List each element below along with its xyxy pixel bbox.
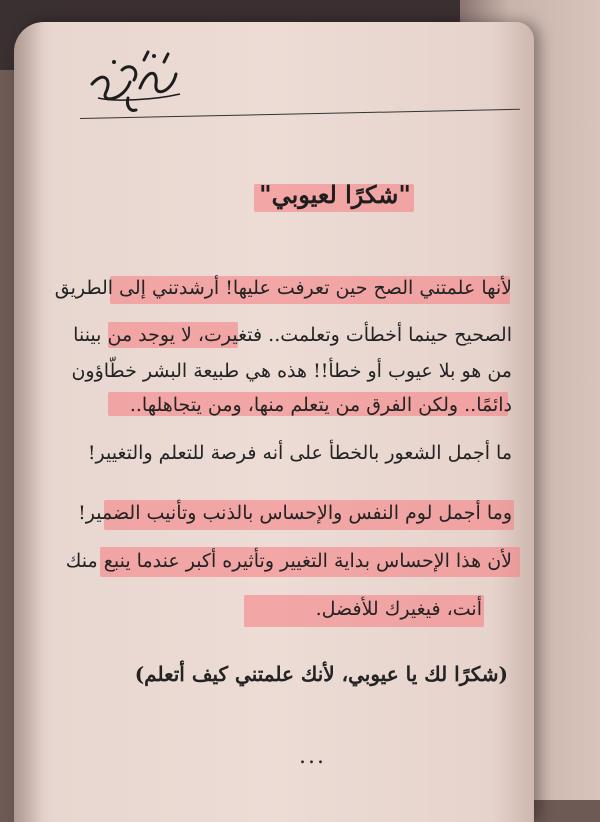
page-title: "شكرًا لعيوبي": [259, 180, 411, 209]
paragraph-line-1: لأنها علمتني الصح حين تعرفت عليها! أرشدتني إلى الطريق: [54, 277, 512, 299]
page-gutter-shadow: [14, 22, 44, 822]
book-logo-calligraphy: [84, 40, 194, 120]
paragraph-line-7: لأن هذا الإحساس بداية التغيير وتأثيره أكبر عندما ينبع منك: [65, 550, 512, 572]
ellipsis: ...: [299, 744, 326, 769]
paragraph-line-8: أنت، فيغيرك للأفضل.: [315, 598, 482, 620]
paragraph-line-4: دائمًا.. ولكن الفرق من يتعلم منها، ومن يتجاهلها..: [129, 394, 512, 416]
title-block: [250, 176, 420, 220]
closing-line: (شكرًا لك يا عيوبي، لأنك علمتني كيف أتعلم): [134, 662, 508, 686]
paragraph-line-3: من هو بلا عيوب أو خطأ!! هذه هي طبيعة البشر خطّاؤون: [71, 360, 512, 382]
book-page: [14, 22, 534, 822]
paragraph-line-5: ما أجمل الشعور بالخطأ على أنه فرصة للتعلم والتغيير!: [87, 442, 512, 464]
paragraph-line-6: وما أجمل لوم النفس والإحساس بالذنب وتأنيب الضمير!: [78, 502, 512, 524]
paragraph-line-2: الصحيح حينما أخطأت وتعلمت.. فتغيرت، لا يوجد من بيننا: [73, 324, 512, 346]
